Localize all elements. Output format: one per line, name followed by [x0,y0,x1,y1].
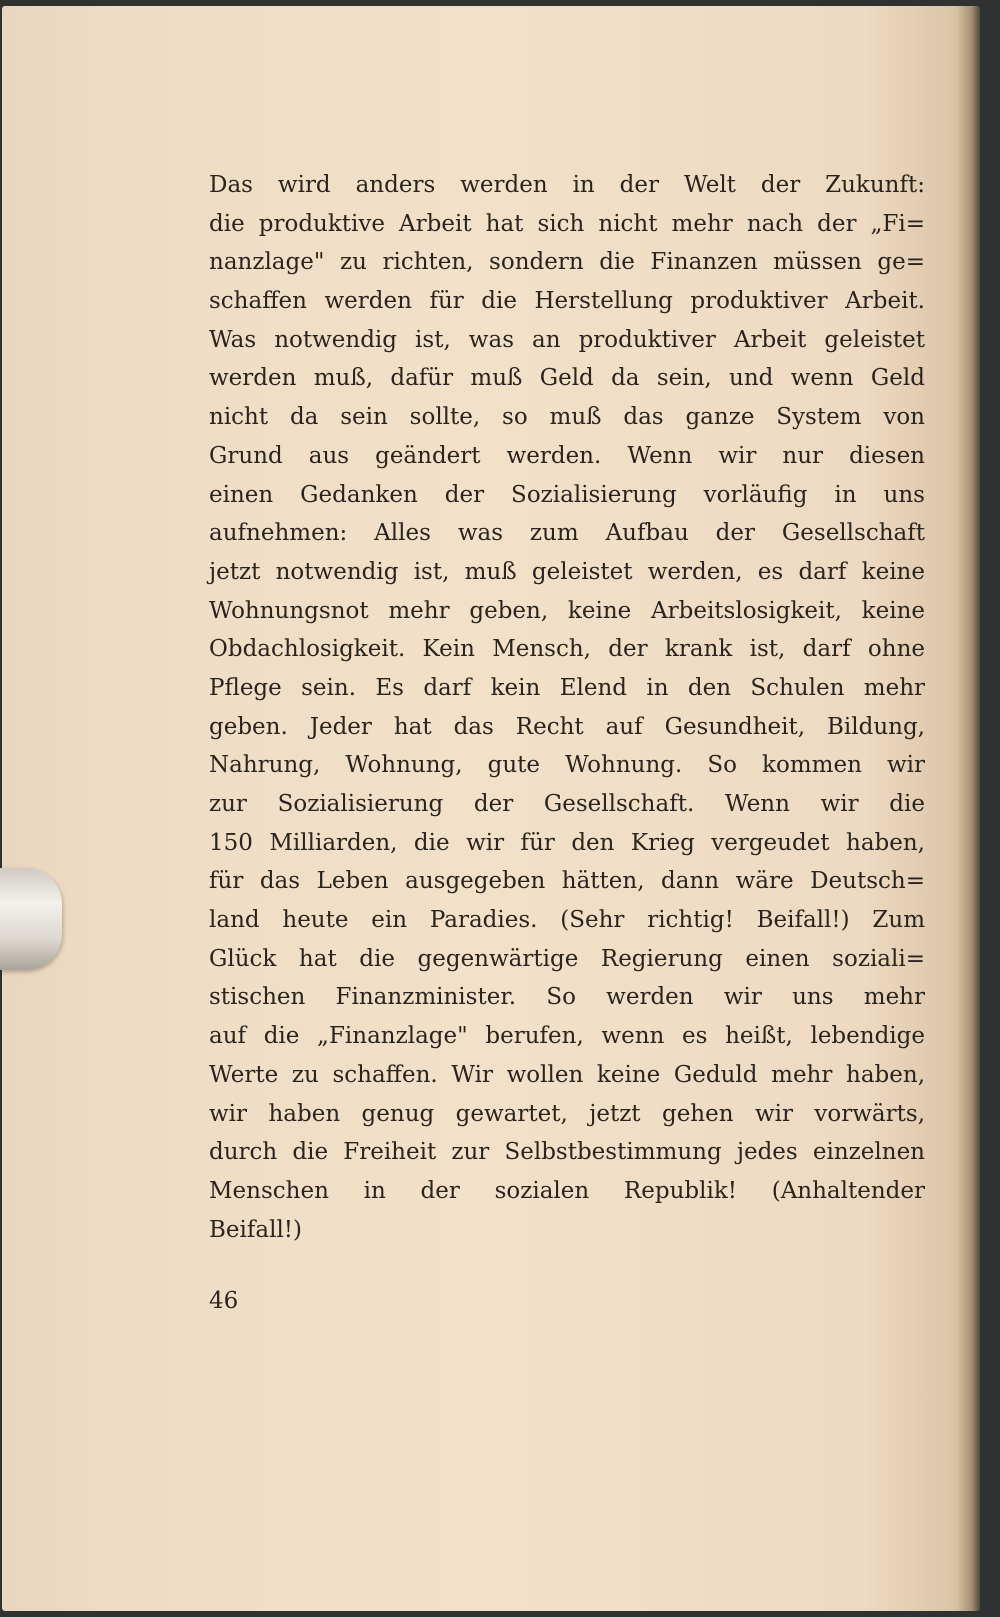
text-line: 150 Milliarden, die wir für den Krieg vergeudet haben, [209,829,925,856]
text-line: einen Gedanken der Sozialisierung vorläufig in uns [209,481,925,508]
text-line: Glück hat die gegenwärtige Regierung einen soziali= [209,945,925,972]
text-line: Menschen in der sozialen Republik! (Anhaltender [209,1177,925,1204]
text-line: nanzlage" zu richten, sondern die Finanzen müssen ge= [209,249,925,276]
page-edge-shadow [958,6,980,1611]
text-line: land heute ein Paradies. (Sehr richtig! Beifall!) Zum [209,907,925,934]
text-line: durch die Freiheit zur Selbstbestimmung jedes einzelnen [209,1139,925,1166]
text-line: aufnehmen: Alles was zum Aufbau der Gesellschaft [209,520,925,547]
text-line: auf die „Finanzlage" berufen, wenn es heißt, lebendige [209,1023,925,1050]
text-line: die produktive Arbeit hat sich nicht mehr nach der „Fi= [209,210,925,237]
text-line: Werte zu schaffen. Wir wollen keine Geduld mehr haben, [209,1061,925,1088]
text-line: schaffen werden für die Herstellung produktiver Arbeit. [209,288,925,315]
text-line: stischen Finanzminister. So werden wir uns mehr [209,984,925,1011]
text-line: Nahrung, Wohnung, gute Wohnung. So kommen wir [209,752,925,779]
text-line: wir haben genug gewartet, jetzt gehen wir vorwärts, [209,1100,925,1127]
text-line: Pflege sein. Es darf kein Elend in den Schulen mehr [209,674,925,701]
text-line: nicht da sein sollte, so muß das ganze System von [209,404,925,431]
text-line: Wohnungsnot mehr geben, keine Arbeitslosigkeit, keine [209,597,925,624]
text-line: Was notwendig ist, was an produktiver Arbeit geleistet [209,326,925,353]
text-line: Grund aus geändert werden. Wenn wir nur diesen [209,442,925,469]
text-line: werden muß, dafür muß Geld da sein, und wenn Geld [209,365,925,392]
text-line: Obdachlosigkeit. Kein Mensch, der krank ist, darf ohne [209,636,925,663]
text-line: Beifall!) [209,1216,303,1243]
text-line: Das wird anders werden in der Welt der Zukunft: [209,172,925,198]
text-line: für das Leben ausgegeben hätten, dann wäre Deutsch= [209,868,925,895]
page-number: 46 [209,1288,239,1314]
text-line: zur Sozialisierung der Gesellschaft. Wenn wir die [209,791,925,817]
text-line: jetzt notwendig ist, muß geleistet werden, es darf keine [209,558,925,585]
page-clip [0,868,62,970]
book-page [2,6,980,1611]
body-text [209,166,925,1249]
text-line: geben. Jeder hat das Recht auf Gesundheit, Bildung, [209,713,925,740]
